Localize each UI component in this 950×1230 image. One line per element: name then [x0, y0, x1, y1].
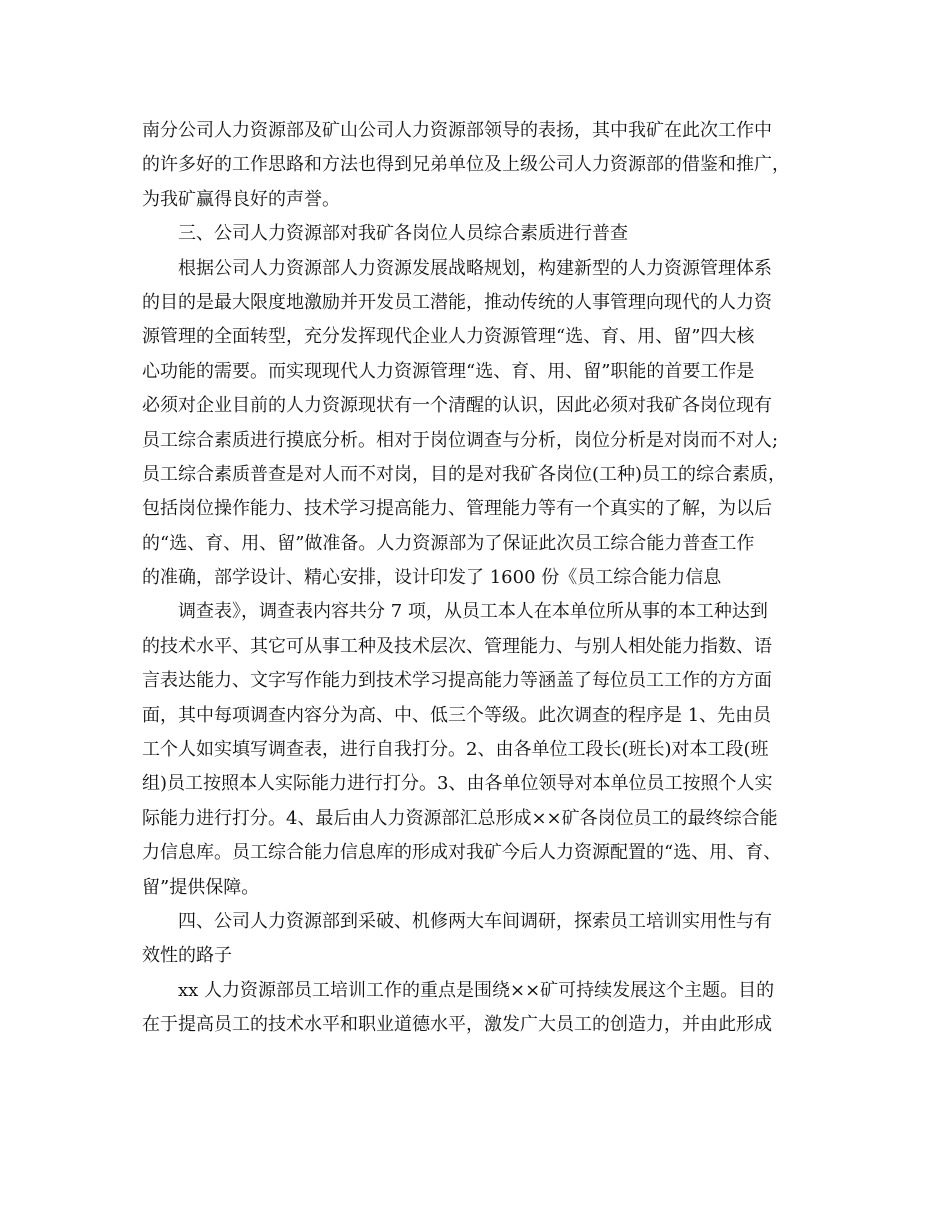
text-line: 源管理的全面转型，充分发挥现代企业人力资源管理“选、育、用、留”四大核 — [142, 326, 755, 348]
text-line: 包括岗位操作能力、技术学习提高能力、管理能力等有一个真实的了解，为以后 — [142, 498, 772, 520]
text-line: 的“选、育、用、留”做准备。人力资源部为了保证此次员工综合能力普查工作 — [142, 532, 755, 554]
text-line: 面，其中每项调查内容分为高、中、低三个等级。此次调查的程序是 1、先由员 — [142, 704, 772, 726]
text-line: 在于提高员工的技术水平和职业道德水平，激发广大员工的创造力，并由此形成 — [142, 1014, 772, 1036]
text-line: 工个人如实填写调查表，进行自我打分。2、由各单位工段长(班长)对本工段(班 — [142, 739, 769, 761]
text-line: 的技术水平、其它可从事工种及技术层次、管理能力、与别人相处能力指数、语 — [142, 635, 772, 657]
text-line: 三、公司人力资源部对我矿各岗位人员综合素质进行普查 — [178, 223, 628, 245]
text-line: 的许多好的工作思路和方法也得到兄弟单位及上级公司人力资源部的借鉴和推广， — [142, 154, 790, 176]
text-line: 四、公司人力资源部到采破、机修两大车间调研，探索员工培训实用性与有 — [178, 910, 772, 932]
text-line: 根据公司人力资源部人力资源发展战略规划，构建新型的人力资源管理体系 — [178, 257, 772, 279]
document-body — [142, 114, 822, 1043]
text-line: 南分公司人力资源部及矿山公司人力资源部领导的表扬，其中我矿在此次工作中 — [142, 120, 772, 141]
text-line: 组)员工按照本人实际能力进行打分。3、由各单位领导对本单位员工按照个人实 — [142, 773, 773, 795]
text-line: 效性的路子 — [142, 945, 232, 967]
text-line: 言表达能力、文字写作能力到技术学习提高能力等涵盖了每位员工工作的方方面 — [142, 670, 772, 692]
text-line: xx 人力资源部员工培训工作的重点是围绕××矿可持续发展这个主题。目的 — [178, 979, 775, 1001]
text-line: 际能力进行打分。4、最后由人力资源部汇总形成××矿各岗位员工的最终综合能 — [142, 807, 778, 829]
text-line: 员工综合素质普查是对人而不对岗，目的是对我矿各岗位(工种)员工的综合素质， — [142, 463, 787, 485]
text-line: 心功能的需要。而实现现代人力资源管理“选、育、用、留”职能的首要工作是 — [142, 360, 755, 382]
text-line: 留”提供保障。 — [142, 876, 260, 898]
text-line: 的目的是最大限度地激励并开发员工潜能，推动传统的人事管理向现代的人力资 — [142, 291, 772, 313]
text-line: 为我矿赢得良好的声誉。 — [142, 188, 340, 210]
text-line: 必须对企业目前的人力资源现状有一个清醒的认识，因此必须对我矿各岗位现有 — [142, 395, 772, 417]
text-line: 员工综合素质进行摸底分析。相对于岗位调查与分析，岗位分析是对岗而不对人; — [142, 429, 779, 451]
text-line: 的准确，部学设计、精心安排，设计印发了 1600 份《员工综合能力信息 — [142, 567, 722, 589]
text-line: 调查表》，调查表内容共分 7 项，从员工本人在本单位所从事的本工种达到 — [178, 601, 768, 623]
text-line: 力信息库。员工综合能力信息库的形成对我矿今后人力资源配置的“选、用、育、 — [142, 842, 782, 864]
